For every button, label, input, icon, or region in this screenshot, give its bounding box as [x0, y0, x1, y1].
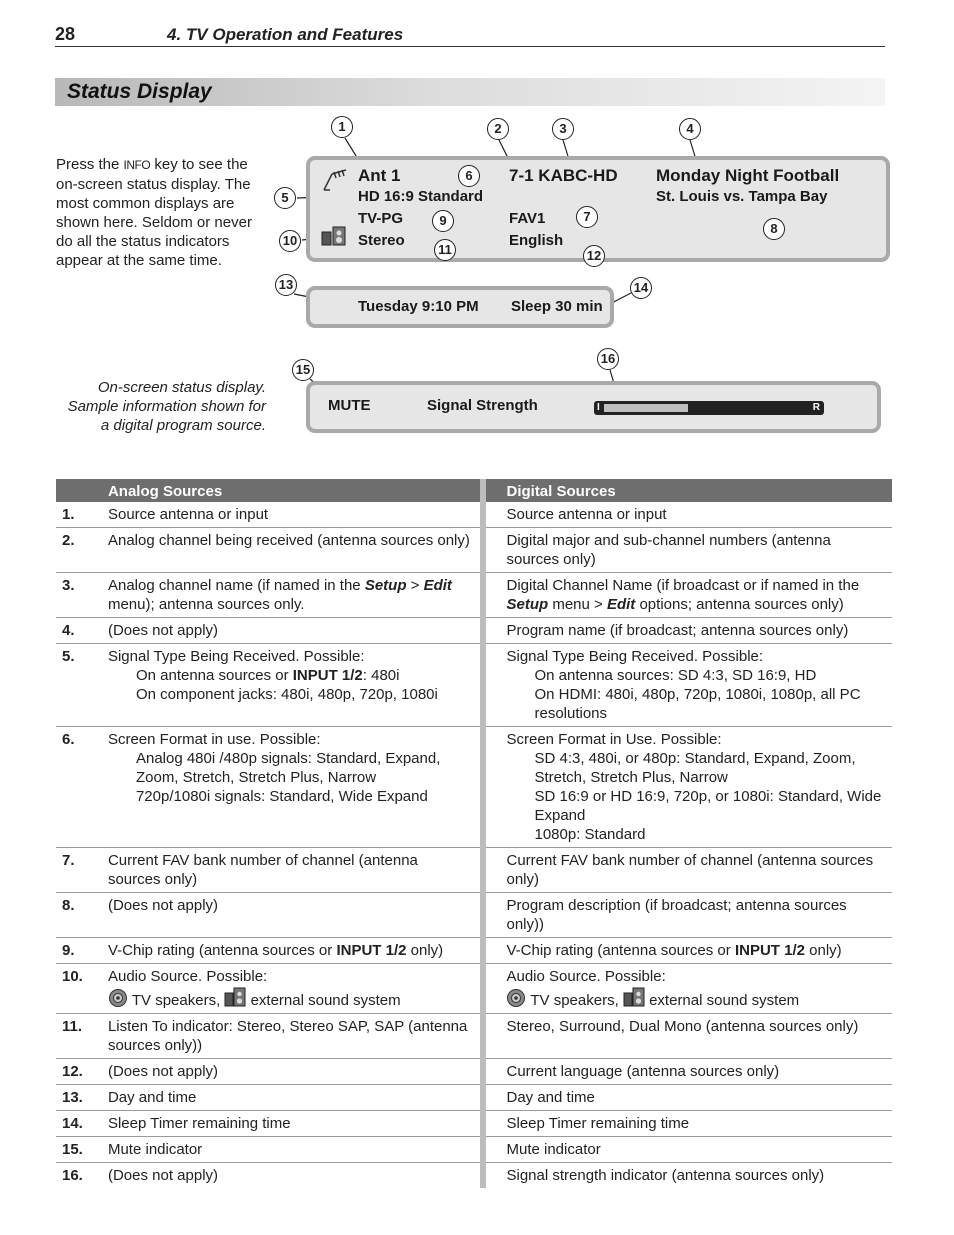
digital-cell: Current FAV bank number of channel (antenna sources only)	[483, 848, 892, 893]
chapter-title: 4. TV Operation and Features	[167, 25, 404, 44]
callout-3: 3	[552, 118, 574, 140]
table-row	[56, 1014, 892, 1059]
table-row	[56, 618, 892, 644]
table-row	[56, 938, 892, 964]
row-number: 13.	[56, 1085, 100, 1111]
input-term: INPUT 1/2	[292, 667, 363, 684]
row-number: 16.	[62, 1167, 83, 1184]
table-row	[56, 528, 892, 573]
callout-15: 15	[292, 359, 314, 381]
section-title: Status Display	[67, 80, 212, 103]
row-number: 5.	[56, 644, 100, 727]
callout-7: 7	[576, 206, 598, 228]
table-header-row	[56, 479, 892, 502]
row-number: 7.	[56, 848, 100, 893]
analog-cell: (Does not apply)	[100, 893, 484, 938]
channel-label: 7-1 KABC-HD	[509, 166, 618, 185]
mute-label: MUTE	[328, 397, 371, 414]
table-row	[56, 848, 892, 893]
fav-bank-label: FAV1	[509, 210, 546, 227]
cell-subline: Analog 480i /480p signals: Standard, Expand, Zoom, Stretch, Stretch Plus, Narrow	[135, 750, 441, 786]
callout-16: 16	[597, 348, 619, 370]
callout-5: 5	[274, 187, 296, 209]
table-header-num	[56, 479, 100, 502]
day-time-label: Tuesday 9:10 PM	[358, 298, 479, 315]
cell-text: menu >	[548, 596, 607, 613]
info-key-label: INFO	[123, 158, 151, 172]
setup-menu-term: Setup	[506, 596, 549, 613]
analog-cell: (Does not apply)	[100, 1163, 484, 1189]
cell-text: On antenna sources or	[135, 667, 293, 684]
callout-10: 10	[279, 230, 301, 252]
cell-text: V-Chip rating (antenna sources or	[107, 942, 337, 959]
tv-speaker-icon	[108, 988, 128, 1008]
digital-cell: Digital major and sub-channel numbers (antenna sources only)	[483, 528, 892, 573]
cell-text: Screen Format in use. Possible:	[107, 731, 321, 748]
cell-text: external sound system	[246, 992, 401, 1009]
table-row	[56, 1163, 892, 1189]
tv-speaker-icon	[506, 988, 526, 1008]
cell-text: : 480i	[362, 667, 400, 684]
cell-text: options; antenna sources only)	[635, 596, 844, 613]
row-number: 10.	[56, 964, 100, 1014]
table-row	[56, 1111, 892, 1137]
row-number: 12.	[56, 1059, 100, 1085]
row-number: 15.	[56, 1137, 100, 1163]
cell-subline: On antenna sources: SD 4:3, SD 16:9, HD	[534, 667, 817, 684]
digital-cell: Source antenna or input	[483, 502, 892, 528]
row-number: 11.	[56, 1014, 100, 1059]
table-row	[56, 644, 892, 727]
cell-text: only)	[804, 942, 842, 959]
edit-menu-term: Edit	[423, 577, 452, 594]
row-number: 4.	[56, 618, 100, 644]
table-row	[56, 1137, 892, 1163]
external-speaker-icon	[623, 986, 645, 1008]
analog-cell	[100, 964, 484, 1014]
callout-1: 1	[331, 116, 353, 138]
setup-menu-term: Setup	[364, 577, 407, 594]
cell-subline: 1080p: Standard	[534, 826, 646, 843]
table-header-analog: Analog Sources	[100, 479, 484, 502]
analog-cell: (Does not apply)	[100, 1059, 484, 1085]
analog-cell: Mute indicator	[100, 1137, 484, 1163]
intro-text-after: key to see the on-screen status display. The most common displays are shown here. Seldom or never do all the status indicators appear at the same time.	[56, 156, 252, 269]
digital-cell: Signal strength indicator (antenna sources only)	[506, 1167, 825, 1184]
status-panel-time	[306, 286, 614, 328]
table-row	[56, 893, 892, 938]
callout-4: 4	[679, 118, 701, 140]
program-description-label: St. Louis vs. Tampa Bay	[656, 188, 828, 205]
analog-cell: Listen To indicator: Stereo, Stereo SAP, SAP (antenna sources only))	[100, 1014, 484, 1059]
table-header-digital: Digital Sources	[483, 479, 892, 502]
antenna-icon	[320, 168, 350, 192]
cell-text: Audio Source. Possible:	[506, 968, 666, 985]
external-speaker-icon	[320, 224, 348, 248]
language-label: English	[509, 232, 564, 249]
analog-cell: (Does not apply)	[100, 618, 484, 644]
figure-caption: On-screen status display. Sample information shown for a digital program source.	[67, 379, 266, 434]
analog-cell	[100, 938, 484, 964]
cell-subline: On HDMI: 480i, 480p, 720p, 1080i, 1080p, all PC resolutions	[534, 686, 861, 722]
meter-left-marker: I	[597, 402, 600, 413]
status-panel-signal	[306, 381, 881, 433]
cell-text: Screen Format in Use. Possible:	[506, 731, 722, 748]
digital-cell: Stereo, Surround, Dual Mono (antenna sources only)	[483, 1014, 892, 1059]
callout-6: 6	[458, 165, 480, 187]
analog-cell: Analog channel being received (antenna sources only)	[100, 528, 484, 573]
vchip-rating-label: TV-PG	[358, 210, 404, 227]
sleep-timer-label: Sleep 30 min	[511, 298, 603, 315]
row-number: 6.	[56, 727, 100, 848]
row-number: 8.	[56, 893, 100, 938]
status-items-table	[56, 479, 892, 1188]
analog-cell: Sleep Timer remaining time	[100, 1111, 484, 1137]
analog-cell: Day and time	[100, 1085, 484, 1111]
signal-strength-label: Signal Strength	[427, 397, 538, 414]
analog-cell: Current FAV bank number of channel (antenna sources only)	[100, 848, 484, 893]
cell-text: external sound system	[644, 992, 800, 1009]
digital-cell: Program description (if broadcast; antenna sources only))	[483, 893, 892, 938]
screen-format-label: HD 16:9 Standard	[358, 188, 484, 205]
table-row	[56, 964, 892, 1014]
input-term: INPUT 1/2	[734, 942, 805, 959]
row-number: 2.	[56, 528, 100, 573]
program-name-label: Monday Night Football	[656, 166, 840, 185]
page-number: 28	[55, 24, 76, 44]
analog-cell: Source antenna or input	[100, 502, 484, 528]
cell-subline: SD 4:3, 480i, or 480p: Standard, Expand, Zoom, Stretch, Stretch Plus, Narrow	[534, 750, 856, 786]
callout-2: 2	[487, 118, 509, 140]
cell-text: only)	[406, 942, 444, 959]
callout-14: 14	[630, 277, 652, 299]
row-number: 1.	[56, 502, 100, 528]
digital-cell	[483, 938, 892, 964]
row-number: 14.	[56, 1111, 100, 1137]
meter-right-marker: R	[812, 402, 820, 413]
table-row	[56, 573, 892, 618]
cell-text: TV speakers,	[526, 992, 623, 1009]
signal-strength-meter	[594, 401, 824, 415]
cell-text: Analog channel name (if named in the	[107, 577, 365, 594]
table-row	[56, 1059, 892, 1085]
edit-menu-term: Edit	[606, 596, 636, 613]
analog-cell	[100, 727, 484, 848]
external-speaker-icon	[224, 986, 246, 1008]
cell-text: Digital Channel Name (if broadcast or if named in the	[506, 577, 860, 594]
cell-subline: SD 16:9 or HD 16:9, 720p, or 1080i: Standard, Wide Expand	[534, 788, 882, 824]
row-number: 3.	[56, 573, 100, 618]
table-row	[56, 502, 892, 528]
cell-text: TV speakers,	[127, 992, 225, 1009]
cell-text: menu); antenna sources only.	[107, 596, 305, 613]
digital-cell	[483, 573, 892, 618]
table-row	[56, 1085, 892, 1111]
table-row	[56, 727, 892, 848]
cell-text: >	[406, 577, 424, 594]
audio-mode-label: Stereo	[358, 232, 405, 249]
callout-13: 13	[275, 274, 297, 296]
cell-subline: On component jacks: 480i, 480p, 720p, 1080i	[135, 686, 438, 703]
digital-cell: Sleep Timer remaining time	[483, 1111, 892, 1137]
digital-cell: Mute indicator	[483, 1137, 892, 1163]
digital-cell: Day and time	[483, 1085, 892, 1111]
callout-9: 9	[432, 210, 454, 232]
digital-cell	[483, 964, 892, 1014]
digital-cell	[483, 644, 892, 727]
row-number: 9.	[56, 938, 100, 964]
cell-subline	[108, 666, 475, 685]
callout-8: 8	[763, 218, 785, 240]
cell-text: Signal Type Being Received. Possible:	[506, 648, 764, 665]
digital-cell: Program name (if broadcast; antenna sources only)	[483, 618, 892, 644]
cell-text: V-Chip rating (antenna sources or	[506, 942, 735, 959]
callout-12: 12	[583, 245, 605, 267]
digital-cell	[483, 727, 892, 848]
input-term: INPUT 1/2	[336, 942, 407, 959]
analog-cell	[100, 644, 484, 727]
cell-subline: 720p/1080i signals: Standard, Wide Expand	[135, 788, 428, 805]
cell-text: Signal Type Being Received. Possible:	[107, 648, 365, 665]
signal-strength-fill	[604, 404, 688, 412]
analog-cell	[100, 573, 484, 618]
intro-text-before: Press the	[56, 156, 124, 173]
cell-text: Audio Source. Possible:	[107, 968, 268, 985]
callout-11: 11	[434, 239, 456, 261]
source-label: Ant 1	[358, 166, 401, 185]
digital-cell: Current language (antenna sources only)	[483, 1059, 892, 1085]
